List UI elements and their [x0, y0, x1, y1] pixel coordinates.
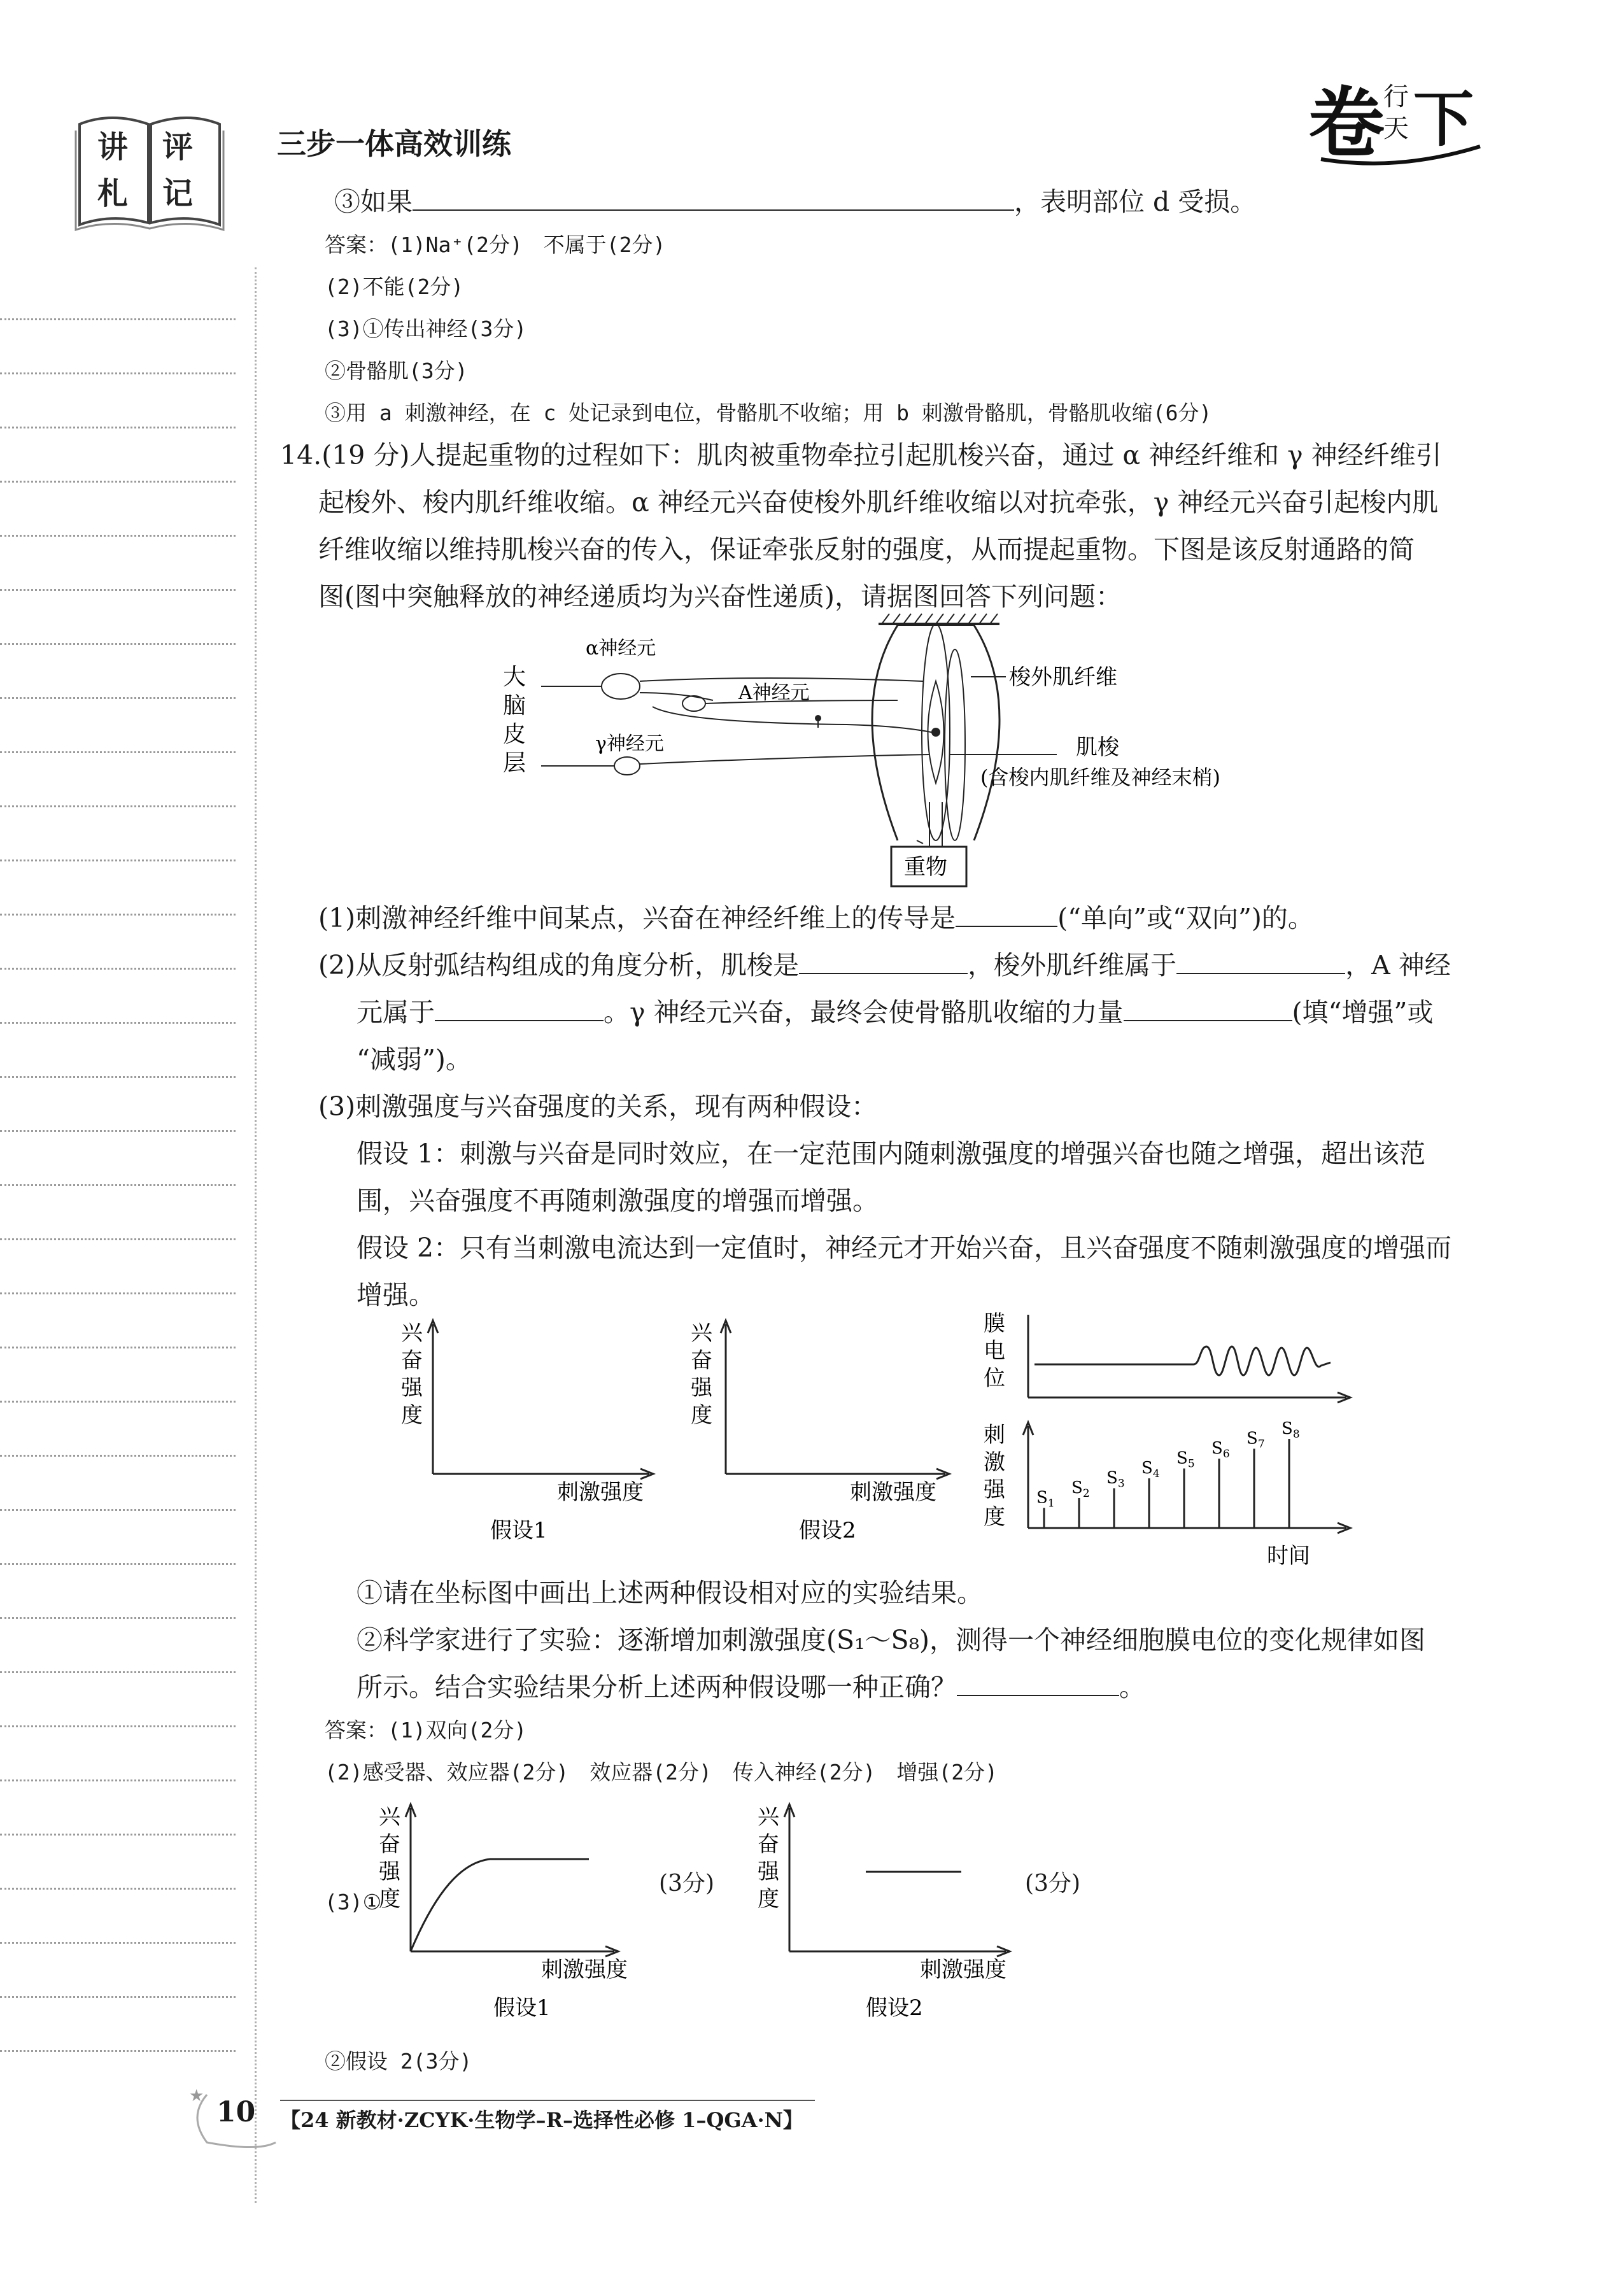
svg-text:电: 电 [984, 1338, 1005, 1364]
brain-label-3: 皮 [503, 721, 526, 747]
q14-stem-line-4: 图(图中突触释放的神经递质均为兴奋性递质)，请据图回答下列问题： [318, 581, 1122, 612]
notes-char-2: 评 [162, 129, 194, 165]
q13-line3: ③如果 ，表明部位 d 受损。 [334, 187, 1257, 217]
svg-text:刺: 刺 [984, 1422, 1005, 1448]
svg-text:度: 度 [691, 1403, 712, 1428]
q14-sub1: (1)刺激神经纤维中间某点，兴奋在神经纤维上的传导是 (“单向”或“双向”)的。 [318, 903, 1314, 933]
svg-text:假设1: 假设1 [490, 1518, 547, 1543]
hypothesis-2-line-1: 假设 2：只有当刺激电流达到一定值时，神经元才开始兴奋，且兴奋强度不随刺激强度的增强而 [357, 1233, 1452, 1263]
svg-text:行: 行 [1383, 82, 1409, 111]
q14-stem-line-3: 纤维收缩以维持肌梭兴奋的传入，保证牵张反射的强度，从而提起重物。下图是该反射通路的简 [318, 534, 1415, 565]
notes-char-3: 札 [97, 176, 129, 211]
q14-sub3-q1: ①请在坐标图中画出上述两种假设相对应的实验结果。 [357, 1578, 983, 1608]
svg-text:假设2: 假设2 [866, 1995, 923, 2021]
logo-char-1: 卷 [1308, 78, 1385, 168]
svg-text:兴: 兴 [691, 1320, 712, 1346]
series-title: 三步一体高效训练 [277, 127, 511, 161]
footer-code: 【24 新教材·ZCYK·生物学–R–选择性必修 1–QGA·N】 [280, 2108, 803, 2132]
svg-text:膜: 膜 [984, 1311, 1005, 1336]
svg-text:奋: 奋 [758, 1832, 779, 1857]
notes-book-icon [73, 111, 226, 232]
brand-logo [1308, 70, 1486, 178]
answer-score-2: (3分) [1025, 1871, 1080, 1897]
svg-text:下: 下 [1413, 84, 1474, 155]
q14-answer-3-2: ②假设 2(3分) [325, 2049, 472, 2074]
q14-sub3 [318, 1083, 1451, 1319]
svg-text:天: 天 [1383, 114, 1409, 143]
membrane-potential-trace [1034, 1347, 1331, 1375]
membrane-stimulus-figure [984, 1302, 1366, 1569]
blank-graph-hypothesis-2[interactable] [691, 1312, 958, 1553]
q14-sub2-line1: (2)从反射弧结构组成的角度分析，肌梭是 ，梭外肌纤维属于 ，A 神经 [318, 950, 1451, 980]
brain-label-1: 大 [503, 664, 526, 690]
q13-answer-4: ②骨骼肌(3分) [325, 358, 468, 383]
alpha-neuron-label: α神经元 [586, 637, 656, 660]
answer-graph-hypothesis-1 [372, 1795, 627, 2037]
extrafusal-label: 梭外肌纤维 [1009, 665, 1117, 690]
reflex-pathway-diagram [490, 611, 1267, 891]
hypothesis-1-line-1: 假设 1：刺激与兴奋是同时效应，在一定范围内随刺激强度的增强兴奋也随之增强，超出该范 [357, 1138, 1426, 1169]
blank-graph-hypothesis-1[interactable] [395, 1312, 662, 1553]
q14-answer-2: (2)感受器、效应器(2分) 效应器(2分) 传入神经(2分) 增强(2分) [325, 1760, 998, 1785]
stimulus-label-5: $S_5$ [1176, 1448, 1195, 1471]
spindle-label: 肌梭 [1076, 735, 1119, 760]
svg-text:强: 强 [401, 1375, 423, 1401]
svg-text:强: 强 [379, 1859, 400, 1885]
svg-text:奋: 奋 [379, 1832, 400, 1857]
svg-text:奋: 奋 [691, 1348, 712, 1373]
gamma-neuron-label: γ神经元 [595, 733, 664, 755]
stimulus-label-2: $S_2$ [1071, 1478, 1090, 1500]
q14-stem [280, 432, 1442, 620]
svg-text:时间: 时间 [1267, 1543, 1310, 1569]
q14-sub3-intro: (3)刺激强度与兴奋强度的关系，现有两种假设： [318, 1091, 878, 1122]
stimulus-label-4: $S_4$ [1141, 1459, 1160, 1480]
q14-sub2-line2: 元属于 。γ 神经元兴奋，最终会使骨骼肌收缩的力量 (填“增强”或 [357, 997, 1434, 1028]
svg-text:度: 度 [984, 1504, 1005, 1530]
q14-stem-line-2: 起梭外、梭内肌纤维收缩。α 神经元兴奋使梭外肌纤维收缩以对抗牵张，γ 神经元兴奋引起梭内肌 [318, 487, 1439, 518]
svg-text:强: 强 [984, 1477, 1005, 1503]
svg-text:度: 度 [758, 1886, 779, 1912]
hypothesis-1-line-2: 围，兴奋强度不再随刺激强度的增强而增强。 [357, 1185, 879, 1216]
hypothesis-2-line-2: 增强。 [357, 1280, 435, 1310]
q13-answer-2: (2)不能(2分) [325, 274, 464, 299]
svg-text:★: ★ [189, 2086, 204, 2105]
brain-label-4: 层 [503, 750, 526, 776]
spindle-note: (含梭内肌纤维及神经末梢) [980, 765, 1220, 789]
q14-sub3-q2-line2: 所示。结合实验结果分析上述两种假设哪一种正确？ 。 [357, 1672, 1145, 1702]
q13-answer-1: 答案：(1)Na⁺(2分) 不属于(2分) [325, 232, 666, 257]
svg-text:奋: 奋 [401, 1348, 423, 1373]
q14-sub3-q2-line1: ②科学家进行了实验：逐渐增加刺激强度(S₁～S₈)，测得一个神经细胞膜电位的变化规律如图 [357, 1625, 1426, 1655]
svg-text:刺激强度: 刺激强度 [541, 1957, 627, 1983]
svg-text:兴: 兴 [758, 1804, 779, 1830]
stimulus-label-1: $S_1$ [1036, 1488, 1055, 1510]
stimulus-label-6: $S_6$ [1211, 1439, 1230, 1461]
stimulus-label-8: $S_8$ [1282, 1419, 1300, 1441]
a-neuron-label: A神经元 [738, 682, 810, 704]
svg-text:强: 强 [691, 1375, 712, 1401]
svg-text:度: 度 [401, 1403, 423, 1428]
svg-text:度: 度 [379, 1886, 400, 1912]
svg-text:刺激强度: 刺激强度 [850, 1480, 936, 1505]
svg-text:假设2: 假设2 [799, 1518, 856, 1543]
notes-char-1: 讲 [97, 129, 129, 165]
q14-stem-line-1: 14.(19 分)人提起重物的过程如下：肌肉被重物牵拉引起肌梭兴奋，通过 α 神经纤维和 γ 神经纤维引 [280, 440, 1442, 470]
svg-text:激: 激 [984, 1450, 1005, 1475]
q13-answer-3: (3)①传出神经(3分) [325, 316, 527, 341]
svg-text:位: 位 [984, 1366, 1005, 1391]
stimulus-label-3: $S_3$ [1106, 1468, 1125, 1490]
q13-answer-5: ③用 a 刺激神经，在 c 处记录到电位，骨骼肌不收缩；用 b 刺激骨骼肌，骨骼肌收缩(6分) [325, 400, 1212, 425]
brain-label-2: 脑 [503, 693, 526, 719]
q13-answers [325, 224, 1211, 434]
page-number: 10 [216, 2096, 256, 2128]
svg-text:兴: 兴 [379, 1804, 400, 1830]
stimulus-label-7: $S_7$ [1246, 1429, 1265, 1451]
svg-text:兴: 兴 [401, 1320, 423, 1346]
svg-text:刺激强度: 刺激强度 [557, 1480, 644, 1505]
q14-answer-3-prefix: (3)① [325, 1890, 382, 1914]
q14-sub2-line3: “减弱”)。 [357, 1044, 472, 1075]
svg-text:刺激强度: 刺激强度 [920, 1957, 1006, 1983]
answer-score-1: (3分) [659, 1871, 714, 1897]
weight-label: 重物 [904, 854, 947, 880]
hypothesis-1-curve [411, 1859, 589, 1951]
notes-char-4: 记 [162, 176, 194, 211]
svg-text:强: 强 [758, 1859, 779, 1885]
answer-graph-hypothesis-2 [751, 1795, 1019, 2037]
svg-text:假设1: 假设1 [493, 1995, 551, 2021]
q14-answer-1: 答案：(1)双向(2分) [325, 1718, 527, 1743]
